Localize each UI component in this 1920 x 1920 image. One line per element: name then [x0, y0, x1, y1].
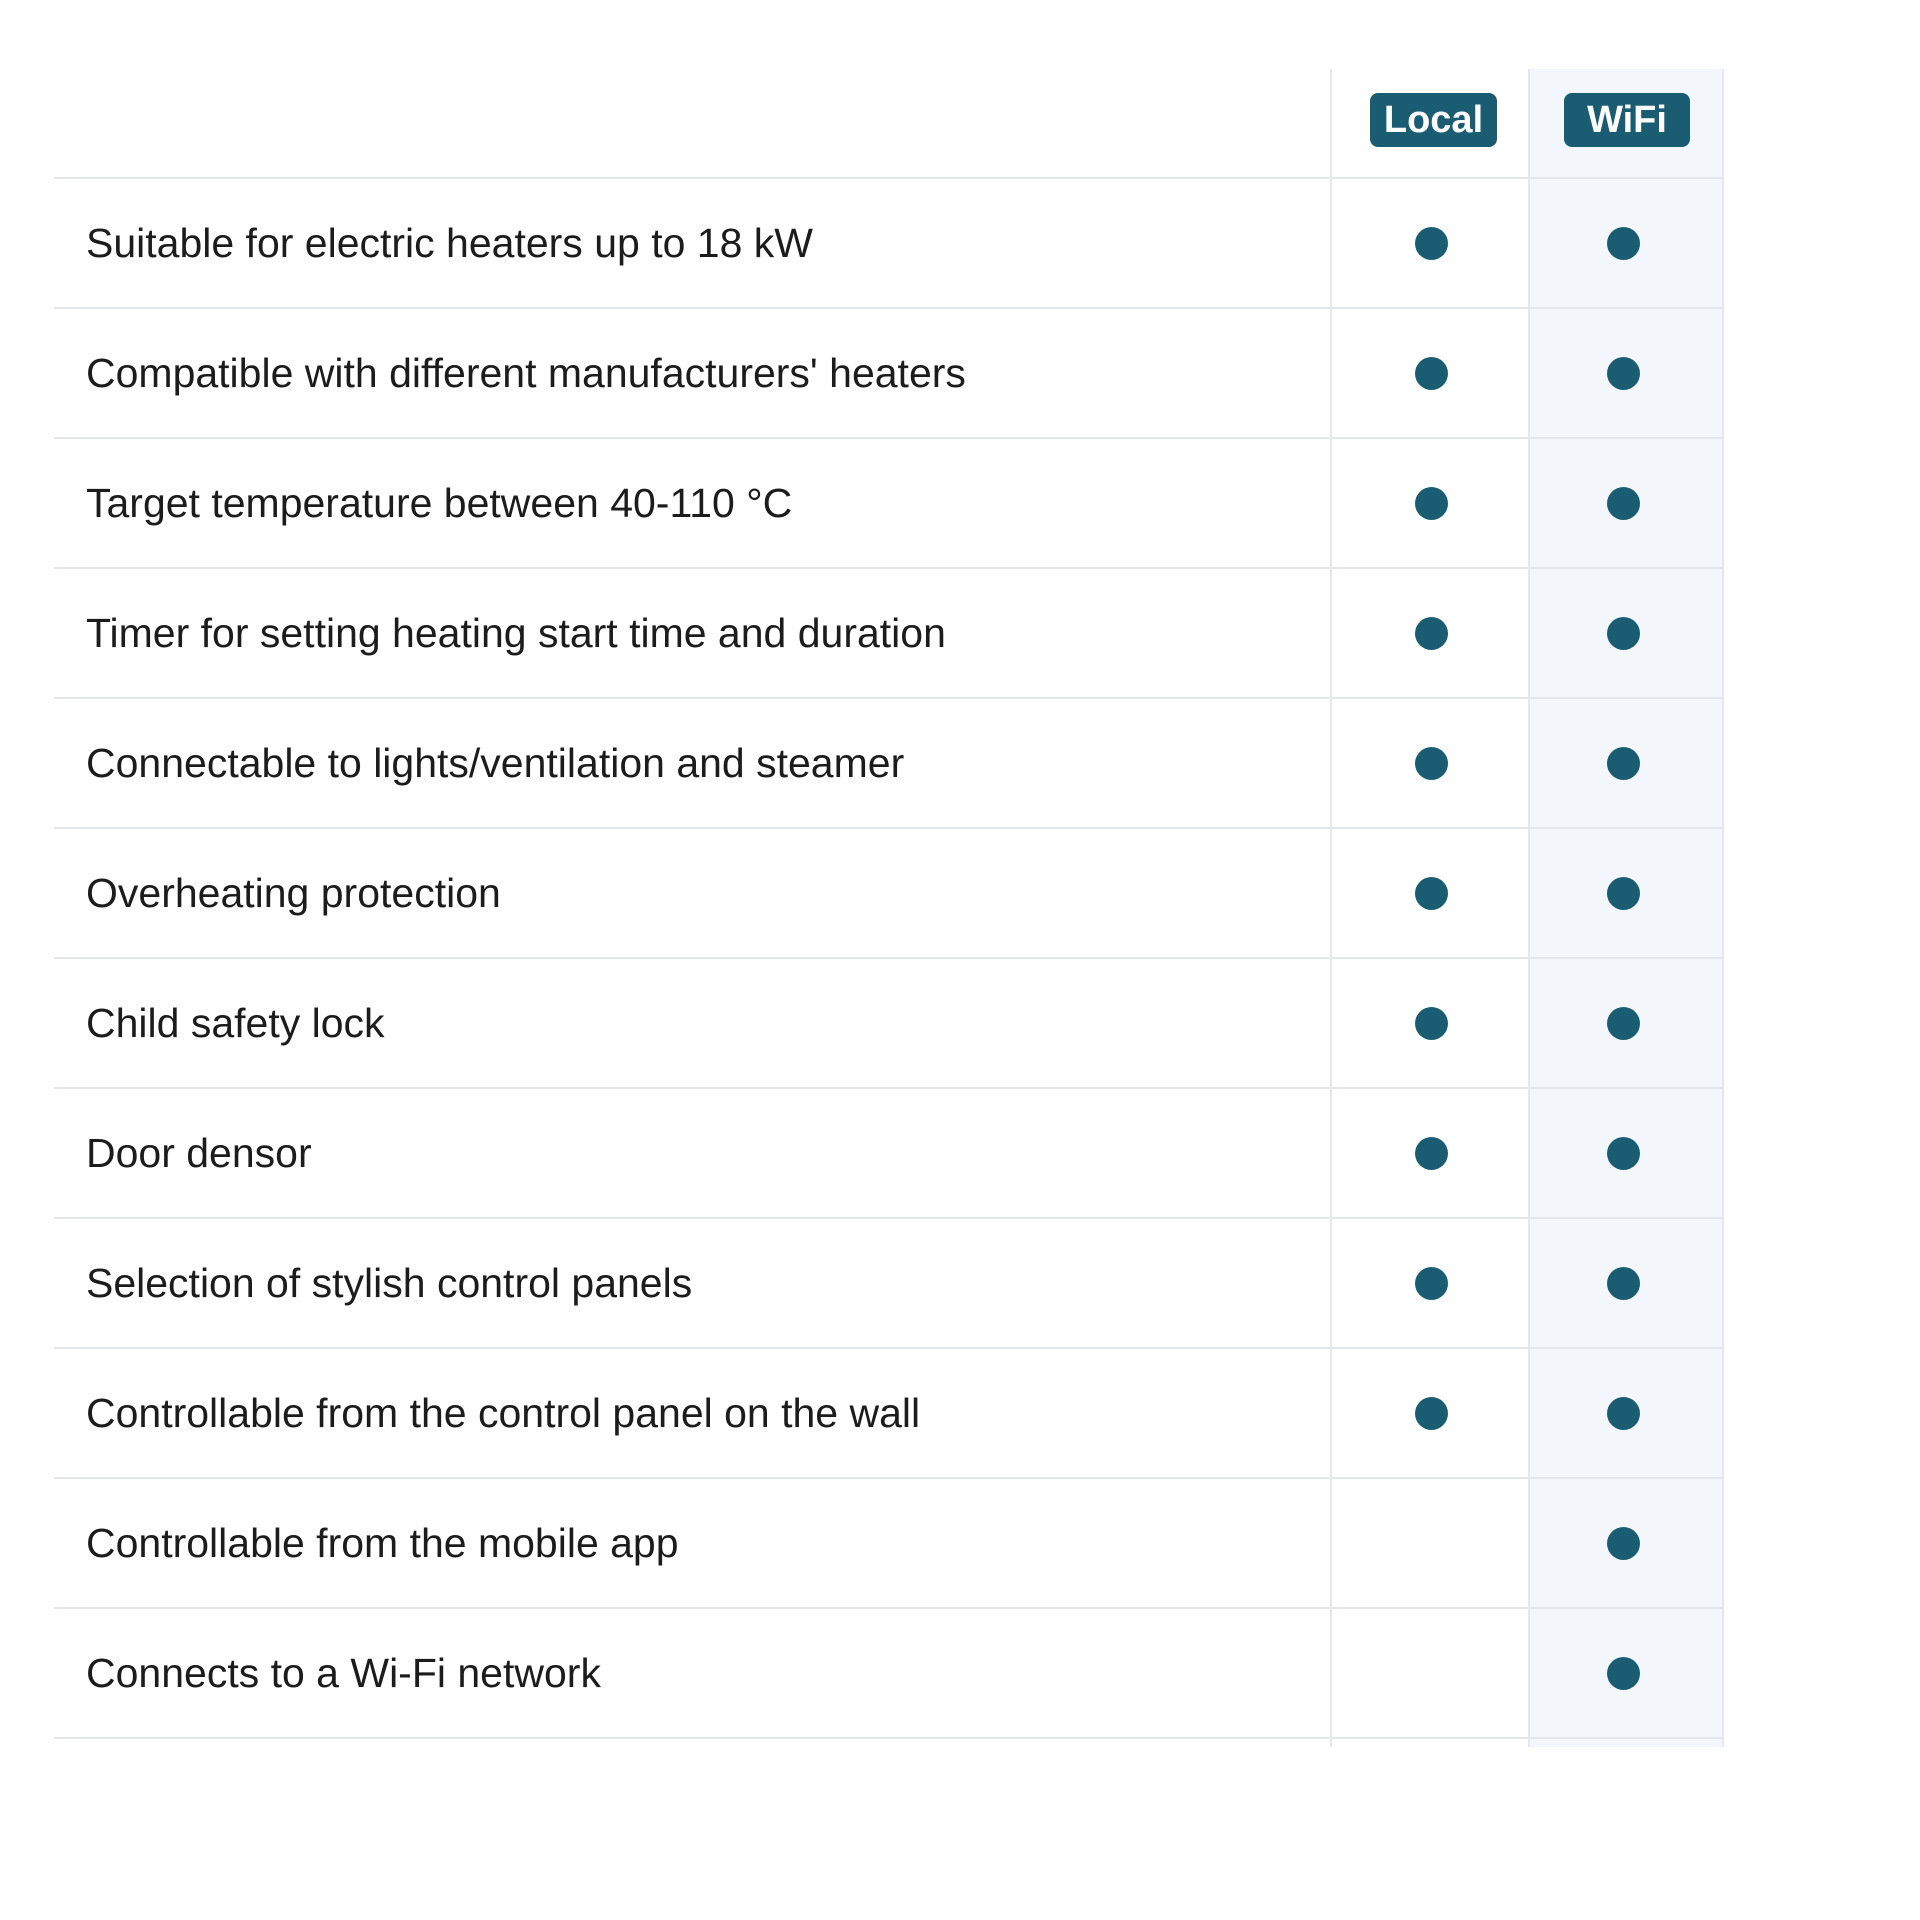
wifi-check-dot [1607, 1267, 1640, 1300]
table-header [54, 69, 1724, 177]
local-check-dot [1415, 1267, 1448, 1300]
wifi-check-dot [1607, 1657, 1640, 1690]
wifi-check-dot [1607, 617, 1640, 650]
table-row [54, 1347, 1724, 1477]
feature-label: Connectable to lights/ventilation and steamer [86, 740, 905, 786]
table-row [54, 1217, 1724, 1347]
table-row [54, 177, 1724, 307]
table-row [54, 957, 1724, 1087]
feature-label: Door densor [86, 1130, 312, 1176]
local-check-dot [1415, 357, 1448, 390]
local-check-dot [1415, 1007, 1448, 1040]
local-check-dot [1415, 227, 1448, 260]
table-row [54, 827, 1724, 957]
feature-label: Connects to a Wi-Fi network [86, 1650, 601, 1696]
wifi-check-dot [1607, 357, 1640, 390]
wifi-check-dot [1607, 1137, 1640, 1170]
feature-label: Child safety lock [86, 1000, 385, 1046]
feature-label: Target temperature between 40-110 °C [86, 480, 793, 526]
table-row [54, 437, 1724, 567]
local-check-dot [1415, 747, 1448, 780]
wifi-check-dot [1607, 1007, 1640, 1040]
wifi-check-dot [1607, 1527, 1640, 1560]
feature-label: Controllable from the control panel on the wall [86, 1390, 921, 1436]
wifi-check-dot [1607, 227, 1640, 260]
local-check-dot [1415, 487, 1448, 520]
local-column-badge: Local [1370, 93, 1497, 147]
local-check-dot [1415, 1137, 1448, 1170]
local-check-dot [1415, 617, 1448, 650]
wifi-check-dot [1607, 747, 1640, 780]
table-row [54, 307, 1724, 437]
table-row [54, 1087, 1724, 1217]
local-check-dot [1415, 877, 1448, 910]
feature-label: Compatible with different manufacturers' heaters [86, 350, 966, 396]
table-row [54, 1607, 1724, 1739]
local-check-dot [1415, 1397, 1448, 1430]
feature-label: Timer for setting heating start time and duration [86, 610, 946, 656]
wifi-check-dot [1607, 487, 1640, 520]
feature-label: Suitable for electric heaters up to 18 kW [86, 220, 813, 266]
feature-label: Controllable from the mobile app [86, 1520, 679, 1566]
wifi-column-badge: WiFi [1564, 93, 1690, 147]
feature-label: Overheating protection [86, 870, 501, 916]
feature-label: Selection of stylish control panels [86, 1260, 693, 1306]
table-row [54, 567, 1724, 697]
wifi-check-dot [1607, 1397, 1640, 1430]
wifi-check-dot [1607, 877, 1640, 910]
table-row [54, 697, 1724, 827]
table-row [54, 1477, 1724, 1607]
